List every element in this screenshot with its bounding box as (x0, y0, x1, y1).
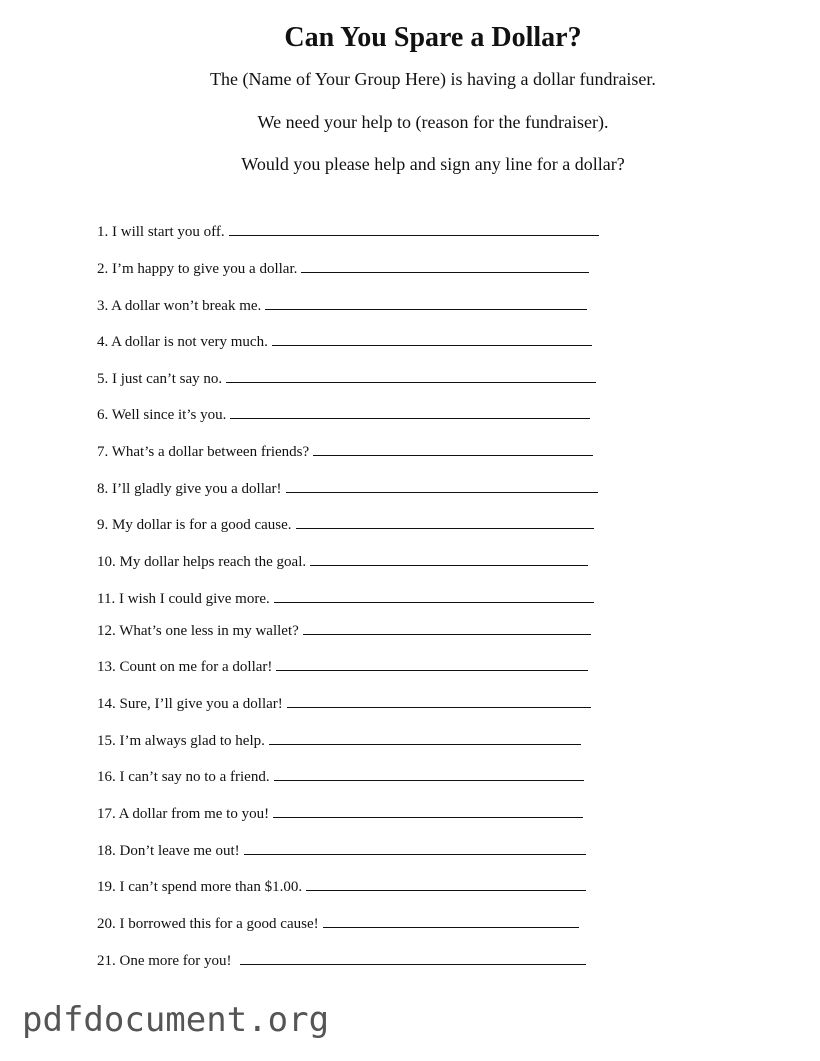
signature-line-7 (97, 441, 593, 461)
signature-line-label: 10. My dollar helps reach the goal. (97, 554, 307, 570)
signature-blank[interactable] (269, 730, 581, 745)
signature-line-label: 1. I will start you off. (97, 224, 225, 240)
signature-line-14 (97, 693, 591, 713)
signature-line-label: 20. I borrowed this for a good cause! (97, 916, 319, 932)
signature-line-label: 3. A dollar won’t break me. (97, 298, 262, 314)
signature-line-label: 19. I can’t spend more than $1.00. (97, 879, 303, 895)
signature-line-15 (97, 730, 581, 750)
signature-line-label: 7. What’s a dollar between friends? (97, 444, 310, 460)
signature-line-12 (97, 620, 591, 640)
signature-blank[interactable] (303, 620, 591, 635)
signature-line-19 (97, 876, 586, 896)
signature-line-label: 17. A dollar from me to you! (97, 806, 270, 822)
signature-line-label: 11. I wish I could give more. (97, 591, 270, 607)
signature-line-label: 14. Sure, I’ll give you a dollar! (97, 696, 283, 712)
signature-line-17 (97, 803, 583, 823)
signature-blank[interactable] (230, 404, 590, 419)
signature-line-label: 16. I can’t say no to a friend. (97, 769, 270, 785)
signature-line-6 (97, 404, 590, 424)
intro-request-line: Would you please help and sign any line for a dollar? (241, 154, 625, 174)
signature-line-20 (97, 913, 579, 933)
signature-blank[interactable] (272, 331, 592, 346)
signature-line-1 (97, 221, 599, 241)
signature-line-2 (97, 258, 589, 278)
signature-line-label: 4. A dollar is not very much. (97, 334, 268, 350)
signature-blank[interactable] (274, 588, 594, 603)
signature-blank[interactable] (296, 514, 594, 529)
page-title: Can You Spare a Dollar? (284, 22, 582, 53)
signature-blank[interactable] (244, 840, 586, 855)
signature-blank[interactable] (323, 913, 579, 928)
signature-line-13 (97, 656, 588, 676)
signature-blank[interactable] (240, 950, 586, 965)
signature-blank[interactable] (301, 258, 589, 273)
intro-group-line: The (Name of Your Group Here) is having a dollar fundraiser. (210, 69, 656, 89)
signature-blank[interactable] (265, 295, 587, 310)
watermark-text: pdfdocument.org (22, 1000, 330, 1040)
signature-blank[interactable] (313, 441, 593, 456)
signature-blank[interactable] (273, 803, 583, 818)
signature-line-label: 12. What’s one less in my wallet? (97, 623, 299, 639)
signature-blank[interactable] (276, 656, 588, 671)
signature-line-label: 2. I’m happy to give you a dollar. (97, 261, 298, 277)
signature-line-16 (97, 766, 584, 786)
signature-blank[interactable] (274, 766, 584, 781)
signature-line-9 (97, 514, 594, 534)
signature-blank[interactable] (226, 368, 596, 383)
signature-line-4 (97, 331, 592, 351)
signature-blank[interactable] (287, 693, 591, 708)
signature-line-10 (97, 551, 588, 571)
signature-line-3 (97, 295, 587, 315)
signature-blank[interactable] (306, 876, 586, 891)
signature-line-5 (97, 368, 596, 388)
signature-line-label: 5. I just can’t say no. (97, 371, 223, 387)
signature-line-label: 15. I’m always glad to help. (97, 733, 265, 749)
signature-blank[interactable] (286, 478, 598, 493)
signature-line-label: 21. One more for you! (97, 953, 232, 969)
signature-line-label: 9. My dollar is for a good cause. (97, 517, 292, 533)
signature-line-11 (97, 588, 594, 608)
signature-line-label: 8. I’ll gladly give you a dollar! (97, 481, 282, 497)
signature-line-18 (97, 840, 586, 860)
signature-blank[interactable] (229, 221, 599, 236)
signature-line-label: 13. Count on me for a dollar! (97, 659, 273, 675)
signature-line-label: 18. Don’t leave me out! (97, 843, 240, 859)
signature-line-8 (97, 478, 598, 498)
signature-blank[interactable] (310, 551, 588, 566)
signature-line-21 (97, 950, 586, 970)
signature-line-label: 6. Well since it’s you. (97, 407, 227, 423)
intro-reason-line: We need your help to (reason for the fundraiser). (257, 112, 609, 132)
